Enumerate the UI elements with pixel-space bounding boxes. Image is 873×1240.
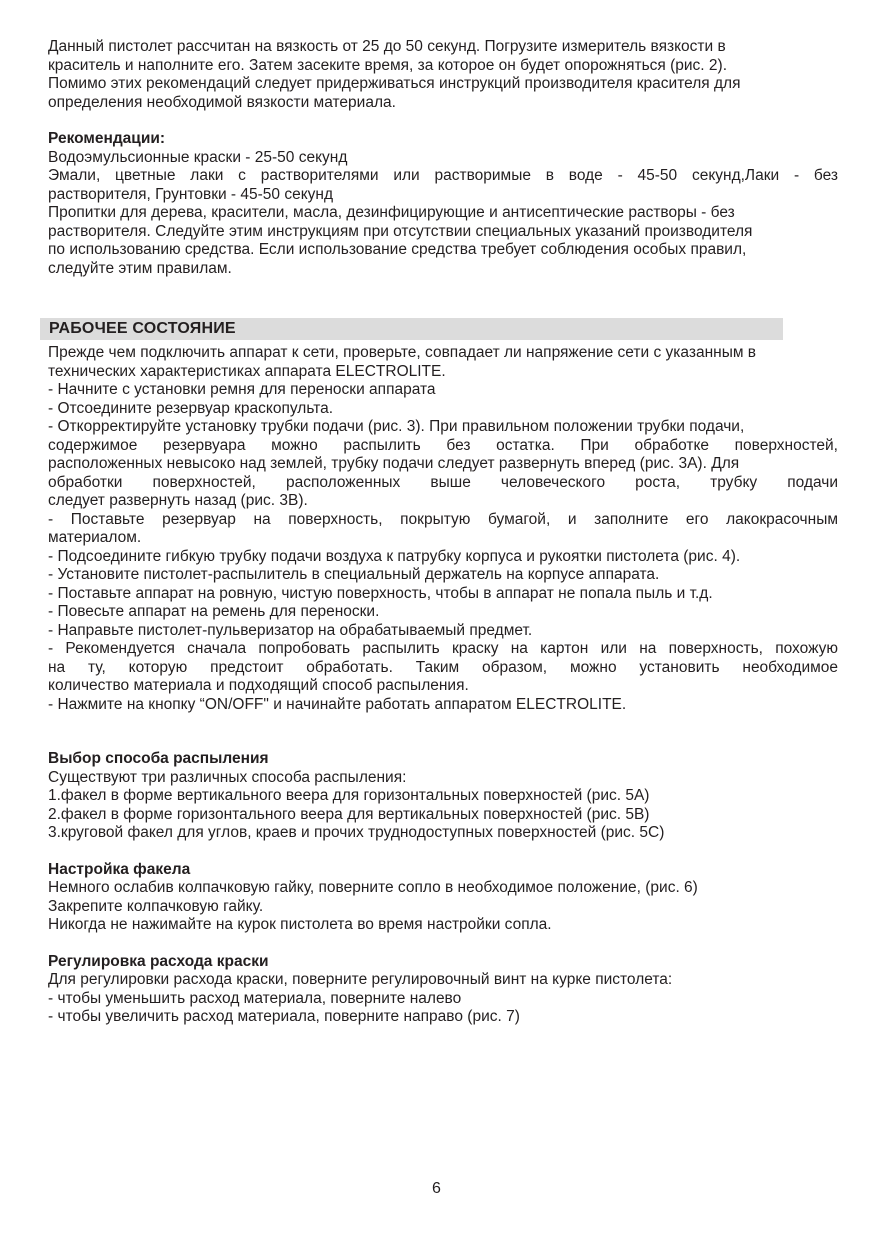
text-line: - Подсоедините гибкую трубку подачи воздуха к патрубку корпуса и рукоятки пистолета (рис. 4). — [48, 547, 741, 565]
text-line: Для регулировки расхода краски, поверните регулировочный винт на курке пистолета: — [48, 971, 673, 988]
text-line: определения необходимой вязкости материала. — [48, 93, 396, 111]
text-line: растворителя. Следуйте этим инструкциям при отсутствии специальных указаний производителя — [48, 222, 753, 240]
torch-setup-section — [48, 861, 838, 935]
recommendations-section — [48, 130, 838, 278]
text-line: - Отсоедините резервуар краскопульта. — [48, 399, 334, 417]
text-line: - Откорректируйте установку трубки подачи (рис. 3). При правильном положении трубки подачи, — [48, 418, 745, 435]
text-line: содержимое резервуара можно распылить без остатка. При обработке поверхностей, — [48, 436, 838, 454]
text-line: Никогда не нажимайте на курок пистолета во время настройки сопла. — [48, 916, 552, 933]
recommendations-heading: Рекомендации: — [48, 130, 166, 147]
text-line: следуйте этим правилам. — [48, 259, 232, 277]
text-line: растворителя, Грунтовки - 45-50 секунд — [48, 185, 334, 203]
text-line: Помимо этих рекомендаций следует придерживаться инструкций производителя красителя для — [48, 75, 741, 92]
text-line: Водоэмульсионные краски - 25-50 секунд — [48, 148, 348, 166]
torch-setup-heading: Настройка факела — [48, 860, 191, 878]
spray-method-heading: Выбор способа распыления — [48, 750, 269, 767]
text-line: следует развернуть назад (рис. 3В). — [48, 492, 308, 509]
text-line: обработки поверхностей, расположенных выше человеческого роста, трубку подачи — [48, 473, 838, 491]
text-line: по использованию средства. Если использование средства требует соблюдения особых правил, — [48, 241, 747, 258]
text-line: 3.круговой факел для углов, краев и прочих труднодоступных поверхностей (рис. 5C) — [48, 824, 665, 841]
text-line: расположенных невысоко над землей, трубку подачи следует развернуть вперед (рис. 3А). Для — [48, 455, 740, 472]
text-line: Закрепите колпачковую гайку. — [48, 897, 264, 915]
text-line: Пропитки для дерева, красители, масла, дезинфицирующие и антисептические растворы - без — [48, 204, 735, 221]
spray-method-section — [48, 750, 838, 843]
text-line: Эмали, цветные лаки с растворителями или растворимые в воде - 45-50 секунд,Лаки - без — [48, 167, 838, 184]
text-line: - Рекомендуется сначала попробовать распылить краску на картон или на поверхность, похожую — [48, 640, 838, 657]
text-line: - Направьте пистолет-пульверизатор на обрабатываемый предмет. — [48, 621, 533, 639]
text-line: - Поставьте аппарат на ровную, чистую поверхность, чтобы в аппарат не попала пыль и т.д. — [48, 584, 713, 602]
text-line: - чтобы уменьшить расход материала, поверните налево — [48, 989, 462, 1007]
text-line: 2.факел в форме горизонтального веера для вертикальных поверхностей (рис. 5B) — [48, 805, 650, 823]
text-line: - Повесьте аппарат на ремень для переноски. — [48, 603, 380, 620]
text-line: - Начните с установки ремня для переноски аппарата — [48, 381, 436, 398]
text-line: краситель и наполните его. Затем засеките время, за которое он будет опорожняться (рис. 2). — [48, 56, 727, 74]
document-page — [48, 38, 838, 1027]
page-number: 6 — [432, 1180, 441, 1197]
text-line: 1.факел в форме вертикального веера для горизонтальных поверхностей (рис. 5A) — [48, 787, 650, 804]
flow-regulation-section — [48, 953, 838, 1027]
text-line: Немного ослабив колпачковую гайку, поверните сопло в необходимое положение, (рис. 6) — [48, 879, 698, 896]
text-line: Существуют три различных способа распыления: — [48, 768, 407, 786]
text-line: технических характеристиках аппарата ELECTROLITE. — [48, 362, 446, 380]
intro-paragraph — [48, 38, 838, 112]
text-line: Прежде чем подключить аппарат к сети, проверьте, совпадает ли напряжение сети с указанным в — [48, 344, 757, 361]
text-line: - Поставьте резервуар на поверхность, покрытую бумагой, и заполните его лакокрасочным — [48, 510, 838, 528]
text-line: Данный пистолет рассчитан на вязкость от 25 до 50 секунд. Погрузите измеритель вязкости в — [48, 38, 726, 55]
text-line: - чтобы увеличить расход материала, поверните направо (рис. 7) — [48, 1008, 520, 1025]
section-heading-band: РАБОЧЕЕ СОСТОЯНИЕ — [40, 318, 783, 340]
text-line: на ту, которую предстоит обработать. Таким образом, можно установить необходимое — [48, 658, 838, 676]
working-state-section — [48, 344, 838, 714]
text-line: - Нажмите на кнопку “ON/OFF" и начинайте работать аппаратом ELECTROLITE. — [48, 695, 627, 713]
text-line: материалом. — [48, 529, 142, 546]
text-line: количество материала и подходящий способ распыления. — [48, 677, 469, 694]
flow-regulation-heading: Регулировка расхода краски — [48, 952, 269, 970]
text-line: - Установите пистолет-распылитель в специальный держатель на корпусе аппарата. — [48, 566, 660, 583]
